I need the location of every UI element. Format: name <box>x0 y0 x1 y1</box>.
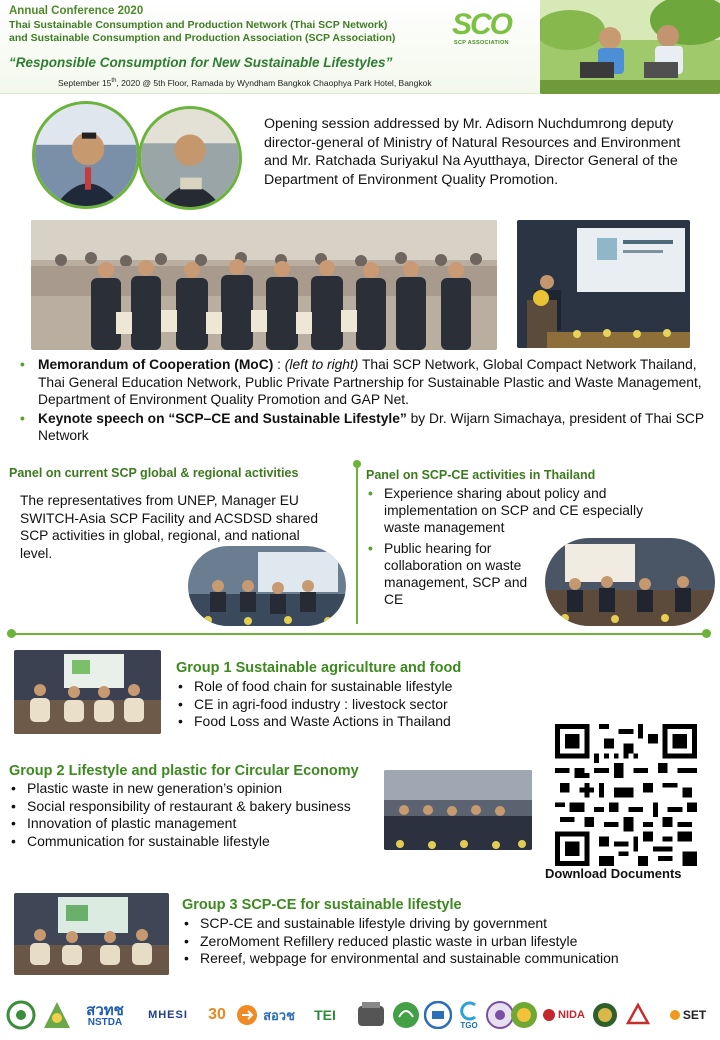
panel-divider <box>356 464 358 624</box>
list-item: • Public hearing for collaboration on waste management, SCP and CE <box>368 541 538 608</box>
group3-list <box>182 915 702 968</box>
speaker-photo-1 <box>32 101 140 209</box>
keynote-item: • Keynote speech on “SCP–CE and Sustainable Lifestyle” by Dr. Wijarn Simachaya, president of Thai SCP Network <box>20 410 710 445</box>
list-item: • Role of food chain for sustainable lifestyle <box>176 678 536 696</box>
group1-photo <box>14 650 161 734</box>
nida-logo: NIDA <box>540 998 588 1032</box>
scp-association-logo: SCO <box>452 8 512 41</box>
header-photo-children-laptops <box>540 0 720 94</box>
list-item: • Rereef, webpage for environmental and sustainable communication <box>182 950 702 968</box>
conference-date: September 15th, 2020 @ 5th Floor, Ramada by Wyndham Bangkok Chaophya Park Hotel, Bangkok <box>58 78 432 88</box>
partner-logo-seal <box>592 998 618 1032</box>
partner-logo-blue-circle <box>424 998 452 1032</box>
list-item: • Experience sharing about policy and implementation on SCP and CE especially waste management <box>368 486 668 536</box>
panel-left-text: The representatives from UNEP, Manager EU SWITCH-Asia SCP Facility and ACSDSD shared SCP activities in global, regional, and national level. <box>20 493 319 561</box>
partner-logo-badge <box>356 998 386 1032</box>
divider-dot-left <box>7 629 16 638</box>
highlights-list <box>20 356 710 446</box>
moc-item: • Memorandum of Cooperation (MoC) : (left to right) Thai SCP Network, Global Compact Network Thailand, Thai General Education Network, Public Private Partnership for Sustainable Plastic and Waste Management, Department of Environment Quality Promotion and GAP Net. <box>20 356 710 409</box>
list-item: • Social responsibility of restaurant & bakery business <box>9 798 409 816</box>
conference-theme: “Responsible Consumption for New Sustainable Lifestyles” <box>9 55 393 70</box>
partner-logo-2 <box>42 998 72 1032</box>
moc-group-photo <box>31 220 497 350</box>
divider-dot-right <box>702 629 711 638</box>
partner-logo-arrow <box>236 998 258 1032</box>
list-item: • Communication for sustainable lifestyle <box>9 833 409 851</box>
section-divider <box>10 633 706 635</box>
partner-logo-red-arc <box>624 998 652 1032</box>
partner-logos-bar <box>0 990 720 1040</box>
panel-right-title: Panel on SCP-CE activities in Thailand <box>366 468 596 482</box>
download-qr-code[interactable] <box>555 724 697 866</box>
opening-session-text: Opening session addressed by Mr. Adisorn Nuchdumrong deputy director-general of Ministry of Natural Resources and Environment and Mr. Ratchada Suriyakul Na Ayutthaya, Director General of the Department of Environment Quality Promotion. <box>264 116 681 188</box>
panel-thailand-photo <box>545 538 715 626</box>
list-item: • ZeroMoment Refillery reduced plastic waste in urban lifestyle <box>182 933 702 951</box>
nstda-logo: สวทช NSTDA <box>86 1001 124 1028</box>
group3-title: Group 3 SCP-CE for sustainable lifestyle <box>182 897 462 913</box>
group2-photo <box>384 770 532 850</box>
partner-logo-1 <box>6 998 36 1032</box>
partner-logo-sor: สอวช <box>263 1007 295 1023</box>
tei-logo: TEI <box>314 1007 336 1023</box>
scp-association-logo-caption: SCP ASSOCIATION <box>454 40 509 46</box>
set-logo: SET <box>666 998 710 1032</box>
list-item: • Plastic waste in new generation’s opinion <box>9 780 409 798</box>
group1-list <box>176 678 536 731</box>
partner-logo-green-circle <box>392 998 420 1032</box>
panel-global-photo <box>188 546 346 626</box>
list-item: • Food Loss and Waste Actions in Thailand <box>176 713 536 731</box>
keynote-photo <box>517 220 690 348</box>
list-item: • CE in agri-food industry : livestock sector <box>176 696 536 714</box>
panel-left-title: Panel on current SCP global & regional activities <box>9 466 299 480</box>
network-names: Thai Sustainable Consumption and Production Network (Thai SCP Network) and Sustainable Consumption and Production Association (SCP Association) <box>9 19 396 44</box>
group1-title: Group 1 Sustainable agriculture and food <box>176 660 462 676</box>
group2-title: Group 2 Lifestyle and plastic for Circular Economy <box>9 763 359 779</box>
partner-logo-yellow <box>510 998 538 1032</box>
download-documents-label: Download Documents <box>545 866 682 881</box>
speaker-photo-2 <box>138 106 242 210</box>
partner-logo-30: 30 <box>208 1006 226 1023</box>
group3-photo <box>14 893 169 975</box>
group2-list <box>9 780 409 850</box>
tgo-logo: TGO <box>456 998 482 1032</box>
mhesi-logo: MHESI <box>148 1009 188 1021</box>
list-item: • SCP-CE and sustainable lifestyle driving by government <box>182 915 702 933</box>
list-item: • Innovation of plastic management <box>9 815 409 833</box>
conference-title: Annual Conference 2020 <box>9 5 144 17</box>
header-banner <box>0 0 720 94</box>
